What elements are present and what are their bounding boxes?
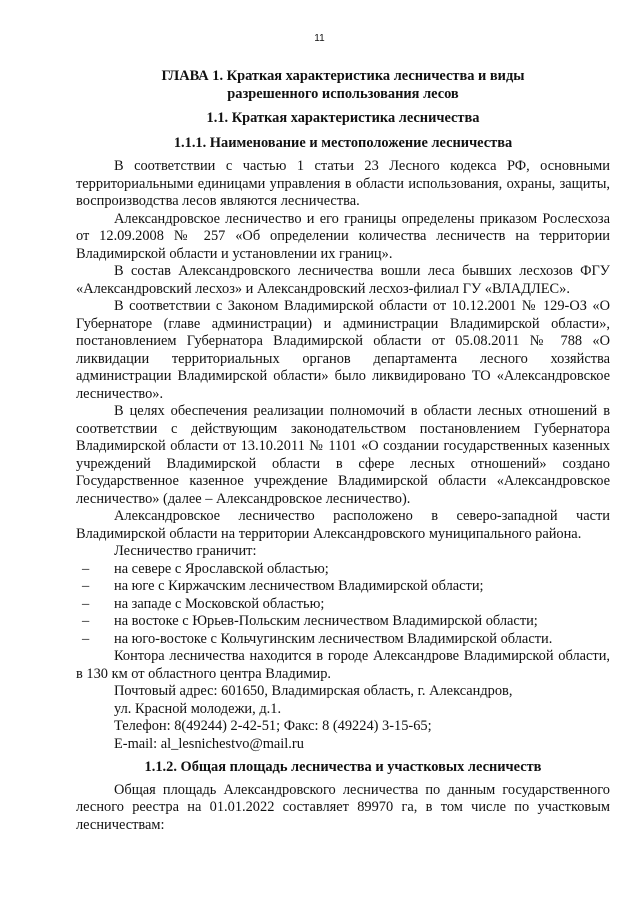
- phone-fax: Телефон: 8(49244) 2-42-51; Факс: 8 (49224) 3-15-65;: [114, 718, 432, 734]
- paragraph: Александровское лесничество и его границы определены приказом Рослесхоза от 12.09.2008 № 257 «Об определении количества лесничеств на территории Владимирской области и установлении их границ».: [76, 210, 610, 262]
- list-item: [76, 561, 610, 579]
- postal-address: Почтовый адрес: 601650, Владимирская область, г. Александров,: [114, 683, 513, 699]
- list-item-text: на севере с Ярославской областью;: [114, 560, 329, 577]
- paragraph: Лесничество граничит:: [114, 543, 257, 559]
- postal-address-street: ул. Красной молодежи, д.1.: [114, 700, 282, 717]
- section-title: 1.1. Краткая характеристика лесничества: [206, 110, 480, 126]
- subsection-title: 1.1.1. Наименование и местоположение лесничества: [173, 134, 513, 151]
- paragraph: В целях обеспечения реализации полномочий в области лесных отношений в соответствии с действующим законодательством постановлением Губернатора Владимирской области от 13.10.2011 № 1101 «О создании государственных казенных учреждений Владимирской области в сфере лесных отношений» создано Государственное казенное учреждение Владимирской области «Александровское лесничество» (далее – Александровское лесничество).: [76, 403, 610, 507]
- dash-marker: –: [82, 613, 90, 629]
- list-item: [76, 578, 610, 596]
- page-number: 11: [314, 33, 325, 44]
- list-item-text: на западе с Московской областью;: [114, 595, 325, 612]
- office-location: Контора лесничества находится в городе Александрове Владимирской области, в 130 км от областного центра Владимир.: [76, 648, 610, 682]
- list-item: [76, 631, 610, 649]
- dash-marker: –: [82, 630, 90, 647]
- paragraph: В соответствии с Законом Владимирской области от 10.12.2001 № 129-ОЗ «О Губернаторе (главе администрации) и администрации Владимирской области», постановлением Губернатора Владимирской области от 05.08.2011 № 788 «О ликвидации территориальных органов департамента лесного хозяйства администрации Владимирской области» было ликвидировано ТО «Александровское лесничество».: [76, 298, 610, 402]
- list-item-text: на юго-востоке с Кольчугинским лесничеством Владимирской области.: [114, 630, 553, 647]
- dash-marker: –: [82, 595, 90, 612]
- dash-marker: –: [82, 578, 90, 594]
- email: E-mail: al_lesnichestvo@mail.ru: [114, 735, 304, 752]
- list-item: [76, 596, 610, 614]
- paragraph: Александровское лесничество расположено в северо-западной части Владимирской области на территории Александровского муниципального района.: [76, 508, 610, 542]
- chapter-title: ГЛАВА 1. Краткая характеристика лесничества и виды разрешенного использования лесов: [161, 68, 525, 102]
- area-paragraph: Общая площадь Александровского лесничества по данным государственного лесного реестра на 01.01.2022 составляет 89970 га, в том числе по участковым лесничествам:: [76, 781, 610, 833]
- document-body: [76, 68, 610, 834]
- dash-marker: –: [82, 560, 90, 577]
- paragraph: В соответствии с частью 1 статьи 23 Лесного кодекса РФ, основными территориальными единицами управления в области использования, охраны, защиты, воспроизводства лесов являются лесничества.: [76, 158, 610, 209]
- list-item-text: на юге с Киржачским лесничеством Владимирской области;: [114, 578, 484, 594]
- paragraph: В состав Александровского лесничества вошли леса бывших лесхозов ФГУ «Александровский лесхоз» и Александровский лесхоз-филиал ГУ «ВЛАДЛЕС».: [76, 263, 610, 297]
- subsection-title-2: 1.1.2. Общая площадь лесничества и участковых лесничеств: [144, 759, 542, 775]
- list-item-text: на востоке с Юрьев-Польским лесничеством Владимирской области;: [114, 613, 538, 629]
- list-item: [76, 613, 610, 631]
